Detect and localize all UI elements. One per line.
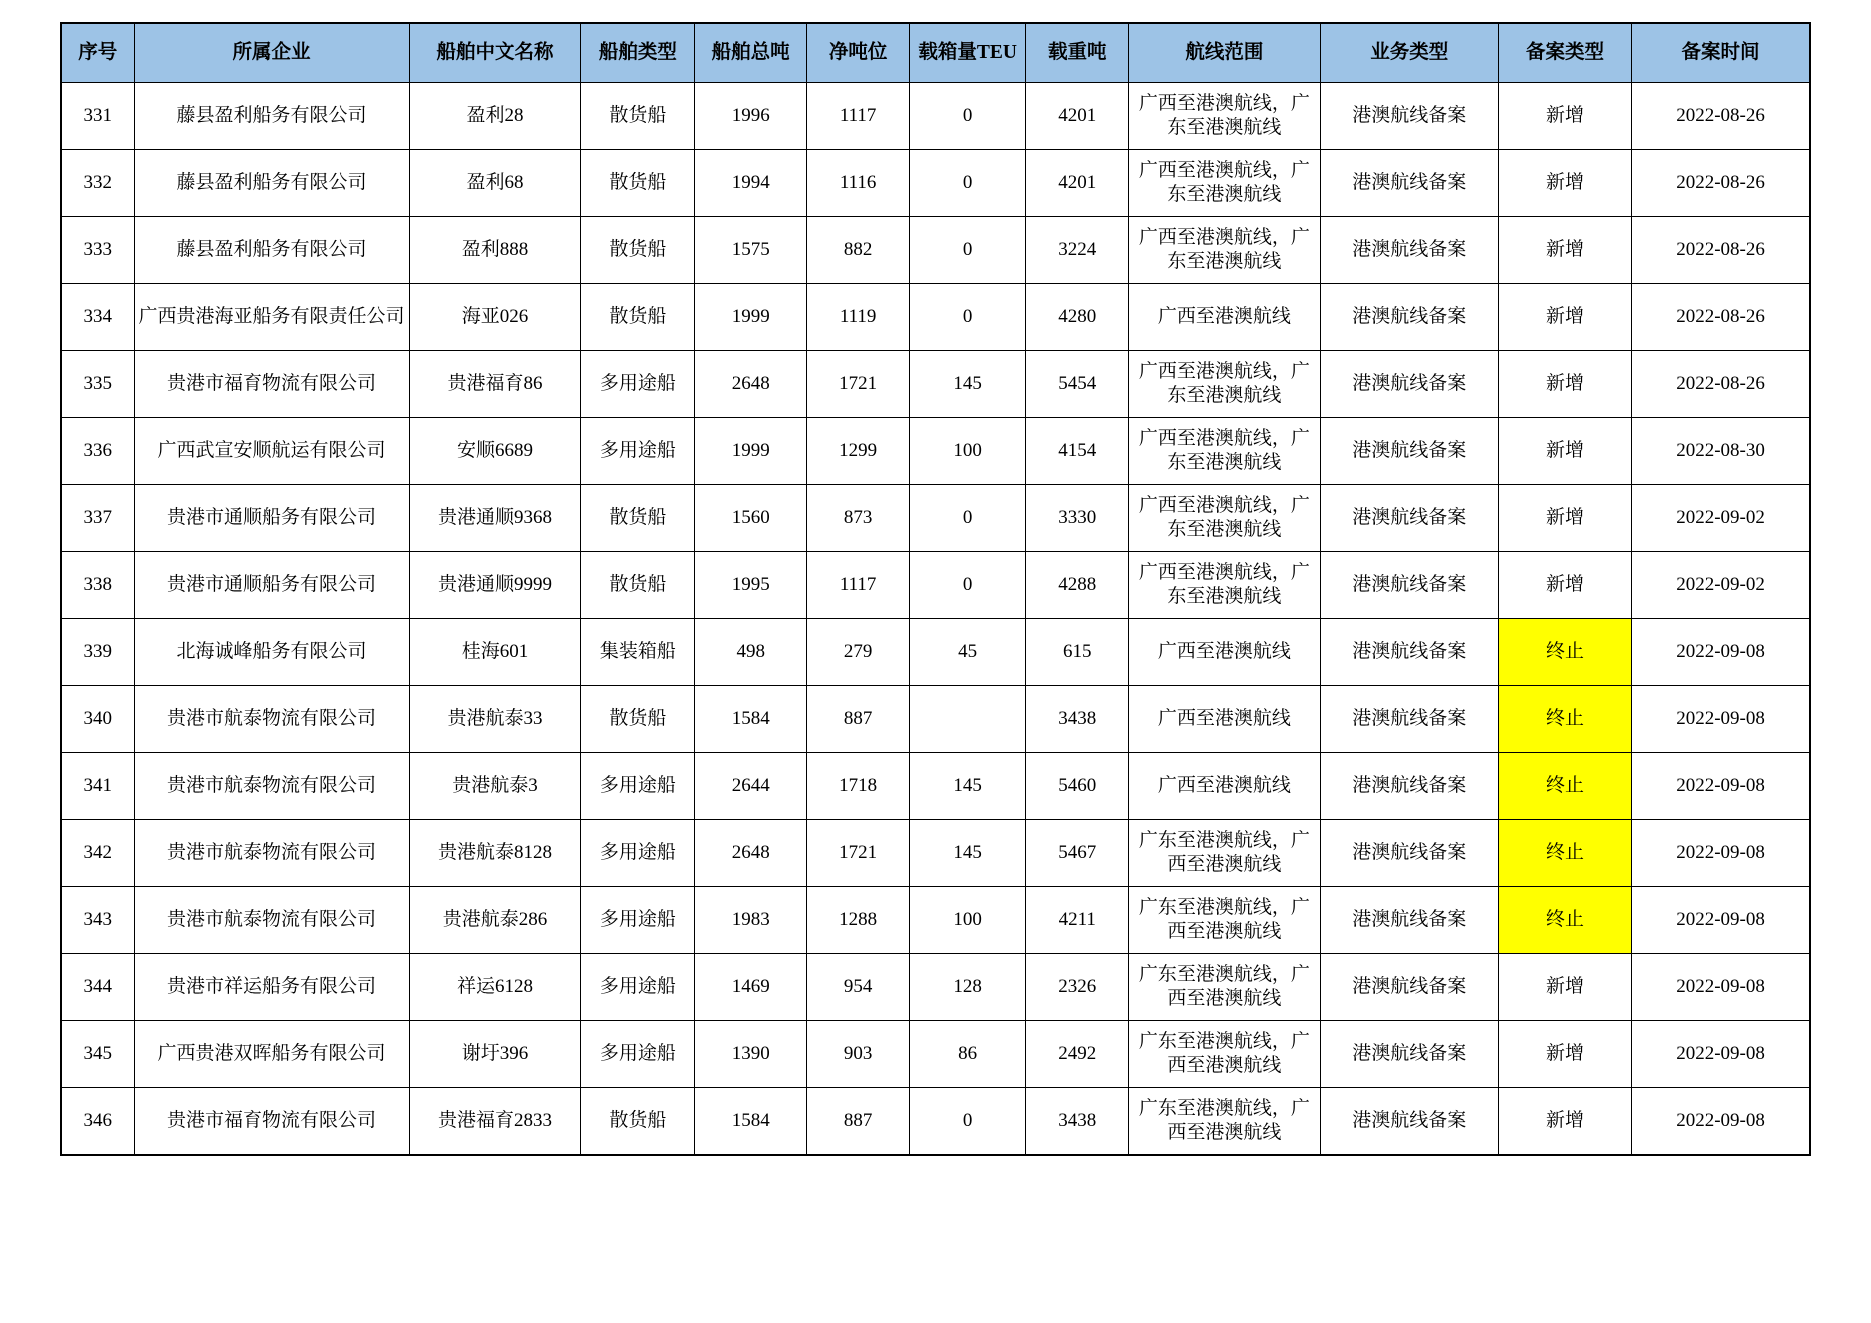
cell-net-tonnage: 1288 [807, 887, 910, 954]
cell-teu: 100 [910, 887, 1026, 954]
table-row [61, 418, 1810, 485]
cell-gross-tonnage: 2648 [695, 351, 807, 418]
cell-teu: 100 [910, 418, 1026, 485]
cell-gross-tonnage: 1584 [695, 1088, 807, 1156]
cell-gross-tonnage: 1584 [695, 686, 807, 753]
cell-company: 广西贵港海亚船务有限责任公司 [134, 284, 409, 351]
cell-index: 332 [61, 150, 134, 217]
cell-index: 344 [61, 954, 134, 1021]
cell-net-tonnage: 1116 [807, 150, 910, 217]
cell-ship-name: 祥运6128 [409, 954, 581, 1021]
cell-ship-name: 桂海601 [409, 619, 581, 686]
table-row [61, 954, 1810, 1021]
cell-net-tonnage: 1721 [807, 351, 910, 418]
column-header-ship-type: 船舶类型 [581, 23, 695, 83]
cell-company: 贵港市航泰物流有限公司 [134, 887, 409, 954]
cell-ship-name: 盈利68 [409, 150, 581, 217]
cell-record-date: 2022-08-26 [1632, 150, 1810, 217]
cell-teu: 145 [910, 351, 1026, 418]
cell-net-tonnage: 954 [807, 954, 910, 1021]
cell-index: 334 [61, 284, 134, 351]
cell-record-type: 新增 [1498, 954, 1631, 1021]
cell-index: 342 [61, 820, 134, 887]
status-badge-terminated: 终止 [1498, 887, 1631, 954]
cell-business-type: 港澳航线备案 [1320, 552, 1498, 619]
cell-deadweight: 4201 [1026, 150, 1129, 217]
cell-route: 广西至港澳航线，广东至港澳航线 [1129, 351, 1320, 418]
cell-teu: 0 [910, 1088, 1026, 1156]
cell-teu: 0 [910, 485, 1026, 552]
cell-net-tonnage: 1718 [807, 753, 910, 820]
cell-index: 346 [61, 1088, 134, 1156]
cell-ship-type: 散货船 [581, 83, 695, 150]
cell-record-type: 新增 [1498, 418, 1631, 485]
cell-deadweight: 4288 [1026, 552, 1129, 619]
column-header-record-type: 备案类型 [1498, 23, 1631, 83]
cell-ship-type: 多用途船 [581, 887, 695, 954]
cell-ship-name: 谢圩396 [409, 1021, 581, 1088]
cell-ship-type: 多用途船 [581, 351, 695, 418]
cell-company: 贵港市福育物流有限公司 [134, 351, 409, 418]
cell-teu: 0 [910, 284, 1026, 351]
table-row [61, 284, 1810, 351]
cell-company: 藤县盈利船务有限公司 [134, 150, 409, 217]
cell-ship-name: 贵港航泰8128 [409, 820, 581, 887]
cell-record-type: 新增 [1498, 351, 1631, 418]
cell-route: 广东至港澳航线，广西至港澳航线 [1129, 954, 1320, 1021]
cell-record-date: 2022-09-02 [1632, 552, 1810, 619]
cell-teu [910, 686, 1026, 753]
cell-company: 贵港市航泰物流有限公司 [134, 820, 409, 887]
cell-deadweight: 4201 [1026, 83, 1129, 150]
table-row [61, 619, 1810, 686]
cell-teu: 0 [910, 217, 1026, 284]
cell-ship-name: 安顺6689 [409, 418, 581, 485]
cell-ship-name: 贵港航泰286 [409, 887, 581, 954]
cell-ship-type: 散货船 [581, 485, 695, 552]
cell-record-type: 新增 [1498, 150, 1631, 217]
cell-record-date: 2022-09-02 [1632, 485, 1810, 552]
cell-gross-tonnage: 1995 [695, 552, 807, 619]
cell-record-type: 新增 [1498, 83, 1631, 150]
table-row [61, 485, 1810, 552]
cell-index: 331 [61, 83, 134, 150]
cell-deadweight: 3330 [1026, 485, 1129, 552]
cell-gross-tonnage: 2648 [695, 820, 807, 887]
table-header [61, 23, 1810, 83]
table-body [61, 83, 1810, 1156]
table-row [61, 217, 1810, 284]
cell-ship-name: 海亚026 [409, 284, 581, 351]
table-row [61, 351, 1810, 418]
cell-route: 广西至港澳航线，广东至港澳航线 [1129, 217, 1320, 284]
cell-index: 338 [61, 552, 134, 619]
cell-teu: 0 [910, 150, 1026, 217]
cell-teu: 145 [910, 753, 1026, 820]
cell-route: 广东至港澳航线，广西至港澳航线 [1129, 1088, 1320, 1156]
status-badge-terminated: 终止 [1498, 820, 1631, 887]
column-header-ship-name: 船舶中文名称 [409, 23, 581, 83]
cell-ship-type: 散货船 [581, 284, 695, 351]
cell-business-type: 港澳航线备案 [1320, 1021, 1498, 1088]
cell-index: 340 [61, 686, 134, 753]
cell-company: 广西贵港双晖船务有限公司 [134, 1021, 409, 1088]
cell-net-tonnage: 1119 [807, 284, 910, 351]
cell-ship-type: 集装箱船 [581, 619, 695, 686]
cell-deadweight: 2492 [1026, 1021, 1129, 1088]
cell-record-date: 2022-09-08 [1632, 753, 1810, 820]
cell-business-type: 港澳航线备案 [1320, 150, 1498, 217]
table-row [61, 753, 1810, 820]
cell-business-type: 港澳航线备案 [1320, 619, 1498, 686]
cell-net-tonnage: 887 [807, 686, 910, 753]
column-header-record-date: 备案时间 [1632, 23, 1810, 83]
table-row [61, 83, 1810, 150]
cell-net-tonnage: 1721 [807, 820, 910, 887]
cell-index: 339 [61, 619, 134, 686]
cell-index: 335 [61, 351, 134, 418]
cell-ship-type: 多用途船 [581, 418, 695, 485]
cell-ship-name: 贵港福育2833 [409, 1088, 581, 1156]
column-header-gross-tonnage: 船舶总吨 [695, 23, 807, 83]
cell-record-date: 2022-09-08 [1632, 887, 1810, 954]
cell-business-type: 港澳航线备案 [1320, 351, 1498, 418]
cell-teu: 45 [910, 619, 1026, 686]
cell-net-tonnage: 279 [807, 619, 910, 686]
cell-net-tonnage: 882 [807, 217, 910, 284]
column-header-deadweight: 载重吨 [1026, 23, 1129, 83]
cell-ship-type: 散货船 [581, 150, 695, 217]
cell-company: 贵港市福育物流有限公司 [134, 1088, 409, 1156]
cell-deadweight: 4211 [1026, 887, 1129, 954]
cell-ship-type: 散货船 [581, 1088, 695, 1156]
cell-route: 广东至港澳航线，广西至港澳航线 [1129, 820, 1320, 887]
ship-record-table [60, 22, 1811, 1156]
cell-net-tonnage: 1117 [807, 83, 910, 150]
cell-gross-tonnage: 1999 [695, 418, 807, 485]
cell-deadweight: 5454 [1026, 351, 1129, 418]
cell-business-type: 港澳航线备案 [1320, 485, 1498, 552]
cell-record-type: 新增 [1498, 217, 1631, 284]
cell-ship-name: 贵港航泰33 [409, 686, 581, 753]
cell-record-type: 新增 [1498, 1021, 1631, 1088]
cell-route: 广西至港澳航线，广东至港澳航线 [1129, 418, 1320, 485]
table-row [61, 1021, 1810, 1088]
cell-route: 广西至港澳航线 [1129, 753, 1320, 820]
cell-business-type: 港澳航线备案 [1320, 217, 1498, 284]
cell-teu: 86 [910, 1021, 1026, 1088]
cell-record-date: 2022-09-08 [1632, 820, 1810, 887]
cell-gross-tonnage: 1999 [695, 284, 807, 351]
cell-ship-type: 散货船 [581, 552, 695, 619]
cell-route: 广东至港澳航线，广西至港澳航线 [1129, 887, 1320, 954]
cell-deadweight: 3438 [1026, 686, 1129, 753]
status-badge-terminated: 终止 [1498, 686, 1631, 753]
cell-business-type: 港澳航线备案 [1320, 686, 1498, 753]
cell-gross-tonnage: 1469 [695, 954, 807, 1021]
cell-business-type: 港澳航线备案 [1320, 820, 1498, 887]
table-row [61, 820, 1810, 887]
column-header-net-tonnage: 净吨位 [807, 23, 910, 83]
cell-business-type: 港澳航线备案 [1320, 753, 1498, 820]
cell-net-tonnage: 1299 [807, 418, 910, 485]
cell-record-type: 新增 [1498, 485, 1631, 552]
cell-index: 333 [61, 217, 134, 284]
cell-index: 343 [61, 887, 134, 954]
cell-teu: 0 [910, 552, 1026, 619]
cell-index: 337 [61, 485, 134, 552]
cell-company: 贵港市航泰物流有限公司 [134, 686, 409, 753]
cell-teu: 145 [910, 820, 1026, 887]
cell-business-type: 港澳航线备案 [1320, 1088, 1498, 1156]
cell-index: 341 [61, 753, 134, 820]
cell-company: 贵港市通顺船务有限公司 [134, 552, 409, 619]
cell-gross-tonnage: 1575 [695, 217, 807, 284]
cell-ship-name: 贵港通顺9999 [409, 552, 581, 619]
cell-record-type: 新增 [1498, 1088, 1631, 1156]
cell-record-date: 2022-09-08 [1632, 1088, 1810, 1156]
cell-index: 345 [61, 1021, 134, 1088]
table-row [61, 887, 1810, 954]
cell-ship-type: 多用途船 [581, 954, 695, 1021]
table-header-row [61, 23, 1810, 83]
cell-teu: 0 [910, 83, 1026, 150]
cell-record-date: 2022-08-26 [1632, 284, 1810, 351]
cell-ship-name: 贵港通顺9368 [409, 485, 581, 552]
column-header-company: 所属企业 [134, 23, 409, 83]
cell-business-type: 港澳航线备案 [1320, 418, 1498, 485]
cell-business-type: 港澳航线备案 [1320, 83, 1498, 150]
cell-route: 广西至港澳航线，广东至港澳航线 [1129, 150, 1320, 217]
cell-record-date: 2022-08-26 [1632, 217, 1810, 284]
cell-net-tonnage: 903 [807, 1021, 910, 1088]
cell-company: 贵港市航泰物流有限公司 [134, 753, 409, 820]
cell-ship-name: 盈利888 [409, 217, 581, 284]
cell-ship-name: 贵港航泰3 [409, 753, 581, 820]
cell-company: 北海诚峰船务有限公司 [134, 619, 409, 686]
cell-company: 藤县盈利船务有限公司 [134, 83, 409, 150]
table-row [61, 1088, 1810, 1156]
cell-deadweight: 3224 [1026, 217, 1129, 284]
cell-company: 贵港市祥运船务有限公司 [134, 954, 409, 1021]
cell-route: 广西至港澳航线 [1129, 284, 1320, 351]
cell-deadweight: 4154 [1026, 418, 1129, 485]
cell-deadweight: 4280 [1026, 284, 1129, 351]
cell-record-date: 2022-08-26 [1632, 83, 1810, 150]
cell-index: 336 [61, 418, 134, 485]
cell-gross-tonnage: 498 [695, 619, 807, 686]
cell-route: 广西至港澳航线，广东至港澳航线 [1129, 485, 1320, 552]
column-header-route: 航线范围 [1129, 23, 1320, 83]
cell-ship-type: 多用途船 [581, 820, 695, 887]
table-row [61, 552, 1810, 619]
cell-net-tonnage: 873 [807, 485, 910, 552]
table-row [61, 150, 1810, 217]
cell-deadweight: 3438 [1026, 1088, 1129, 1156]
cell-ship-name: 贵港福育86 [409, 351, 581, 418]
column-header-business-type: 业务类型 [1320, 23, 1498, 83]
cell-deadweight: 5460 [1026, 753, 1129, 820]
column-header-teu: 载箱量TEU [910, 23, 1026, 83]
cell-deadweight: 2326 [1026, 954, 1129, 1021]
cell-record-type: 新增 [1498, 552, 1631, 619]
cell-gross-tonnage: 1390 [695, 1021, 807, 1088]
cell-gross-tonnage: 2644 [695, 753, 807, 820]
cell-record-date: 2022-09-08 [1632, 686, 1810, 753]
cell-record-type: 新增 [1498, 284, 1631, 351]
cell-route: 广西至港澳航线，广东至港澳航线 [1129, 552, 1320, 619]
cell-deadweight: 5467 [1026, 820, 1129, 887]
cell-route: 广东至港澳航线，广西至港澳航线 [1129, 1021, 1320, 1088]
cell-ship-type: 多用途船 [581, 1021, 695, 1088]
cell-business-type: 港澳航线备案 [1320, 887, 1498, 954]
cell-record-date: 2022-09-08 [1632, 954, 1810, 1021]
cell-ship-name: 盈利28 [409, 83, 581, 150]
cell-record-date: 2022-09-08 [1632, 1021, 1810, 1088]
cell-net-tonnage: 887 [807, 1088, 910, 1156]
status-badge-terminated: 终止 [1498, 619, 1631, 686]
cell-ship-type: 散货船 [581, 217, 695, 284]
column-header-index: 序号 [61, 23, 134, 83]
cell-business-type: 港澳航线备案 [1320, 284, 1498, 351]
cell-business-type: 港澳航线备案 [1320, 954, 1498, 1021]
cell-gross-tonnage: 1996 [695, 83, 807, 150]
cell-ship-type: 多用途船 [581, 753, 695, 820]
cell-net-tonnage: 1117 [807, 552, 910, 619]
cell-company: 贵港市通顺船务有限公司 [134, 485, 409, 552]
cell-record-date: 2022-09-08 [1632, 619, 1810, 686]
cell-route: 广西至港澳航线，广东至港澳航线 [1129, 83, 1320, 150]
status-badge-terminated: 终止 [1498, 753, 1631, 820]
cell-ship-type: 散货船 [581, 686, 695, 753]
cell-route: 广西至港澳航线 [1129, 686, 1320, 753]
table-row [61, 686, 1810, 753]
cell-gross-tonnage: 1994 [695, 150, 807, 217]
cell-company: 藤县盈利船务有限公司 [134, 217, 409, 284]
cell-gross-tonnage: 1983 [695, 887, 807, 954]
cell-route: 广西至港澳航线 [1129, 619, 1320, 686]
cell-teu: 128 [910, 954, 1026, 1021]
cell-gross-tonnage: 1560 [695, 485, 807, 552]
cell-record-date: 2022-08-30 [1632, 418, 1810, 485]
cell-deadweight: 615 [1026, 619, 1129, 686]
cell-company: 广西武宣安顺航运有限公司 [134, 418, 409, 485]
cell-record-date: 2022-08-26 [1632, 351, 1810, 418]
